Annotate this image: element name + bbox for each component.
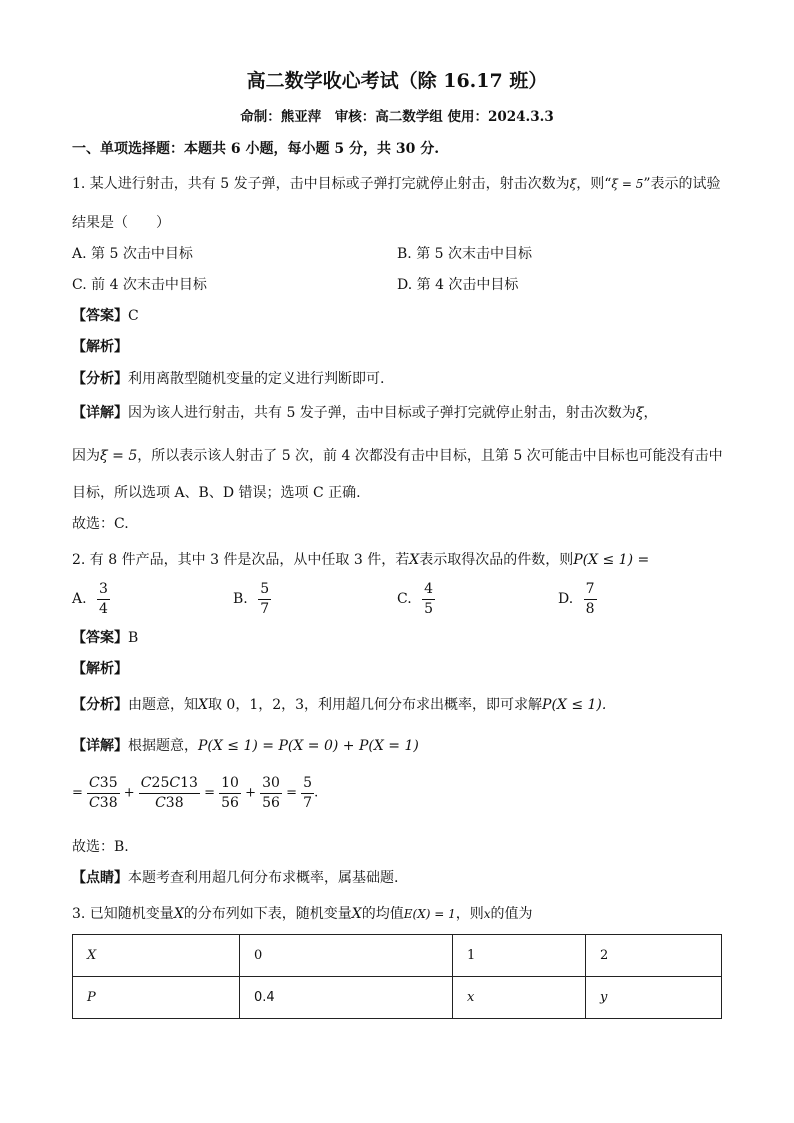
term-c53-over-c83: $\frac{C35}{C38}$: [89, 775, 118, 811]
table-row: [73, 977, 722, 1019]
q2-analysis-tag: 【解析】: [72, 661, 128, 677]
q1-detail-line2: 因为ξ = 5，所以表示该人射击了 5 次，前 4 次都没有击中目标，且第 5 次可能击中目标也可能没有击中: [72, 448, 723, 464]
q2-option-b: B. $\frac{5}{7}$: [233, 581, 270, 617]
table-cell: 0: [240, 935, 453, 977]
q2-answer: 【答案】B: [72, 630, 139, 646]
q2-option-a: A. $\frac{3}{4}$: [72, 581, 108, 617]
q1-stem-line2: 结果是（ ）: [72, 215, 170, 231]
distribution-table: [72, 934, 722, 1019]
q2-calculation: = $\frac{C35}{C38}$ + $\frac{C25C13}{C38}$ = $\frac{10}{56}$ + $\frac{30}{56}$ = $\frac{5}{7}$ .: [72, 775, 319, 811]
table-cell: P: [73, 977, 240, 1019]
table-cell: 2: [586, 935, 722, 977]
table-cell: x: [453, 977, 586, 1019]
exam-meta: 命制：熊亚萍 审核：高二数学组 使用：2024.3.3: [240, 109, 554, 125]
q2-detail: 【详解】根据题意，P(X ≤ 1) = P(X = 0) + P(X = 1): [72, 738, 419, 754]
table-cell: y: [586, 977, 722, 1019]
term-c52c31-over-c83: $\frac{C25C13}{C38}$: [140, 775, 198, 811]
q2-option-c: C. $\frac{4}{5}$: [397, 581, 434, 617]
q1-option-a: A. 第 5 次击中目标: [72, 246, 193, 262]
q1-choose: 故选：C.: [72, 516, 129, 532]
q2-choose: 故选：B.: [72, 839, 129, 855]
page-title: 高二数学收心考试（除 16.17 班）: [246, 70, 548, 92]
q1-stem-line1: 1. 某人进行射击，共有 5 发子弹，击中目标或子弹打完就停止射击，射击次数为ξ，则“ξ = 5”表示的试验: [72, 176, 721, 192]
q1-detail-line1: 【详解】因为该人进行射击，共有 5 发子弹，击中目标或子弹打完就停止射击，射击次数为ξ，: [72, 405, 658, 421]
q2-stem: 2. 有 8 件产品，其中 3 件是次品，从中任取 3 件，若X表示取得次品的件数，则P(X ≤ 1) =: [72, 552, 650, 568]
section-heading: 一、单项选择题：本题共 6 小题，每小题 5 分，共 30 分.: [72, 141, 440, 157]
table-cell: 1: [453, 935, 586, 977]
table-row: [73, 935, 722, 977]
q2-comment: 【点睛】本题考查利用超几何分布求概率，属基础题.: [72, 870, 399, 886]
q1-option-c: C. 前 4 次末击中目标: [72, 277, 207, 293]
q2-option-d: D. $\frac{7}{8}$: [558, 581, 595, 617]
q3-stem: 3. 已知随机变量X的分布列如下表，随机变量X的均值E(X) = 1，则x的值为: [72, 906, 533, 922]
q1-option-d: D. 第 4 次击中目标: [397, 277, 519, 293]
q1-analysis-tag: 【解析】: [72, 339, 128, 355]
q1-detail-line3: 目标，所以选项 A、B、D 错误；选项 C 正确.: [72, 485, 361, 501]
table-cell: 0.4: [240, 977, 453, 1019]
q1-option-b: B. 第 5 次末击中目标: [397, 246, 532, 262]
q2-fenxi: 【分析】由题意，知X取 0，1，2，3，利用超几何分布求出概率，即可求解P(X ≤ 1).: [72, 697, 607, 713]
table-cell: X: [73, 935, 240, 977]
q1-answer: 【答案】C: [72, 308, 139, 324]
q1-fenxi: 【分析】利用离散型随机变量的定义进行判断即可.: [72, 371, 385, 387]
